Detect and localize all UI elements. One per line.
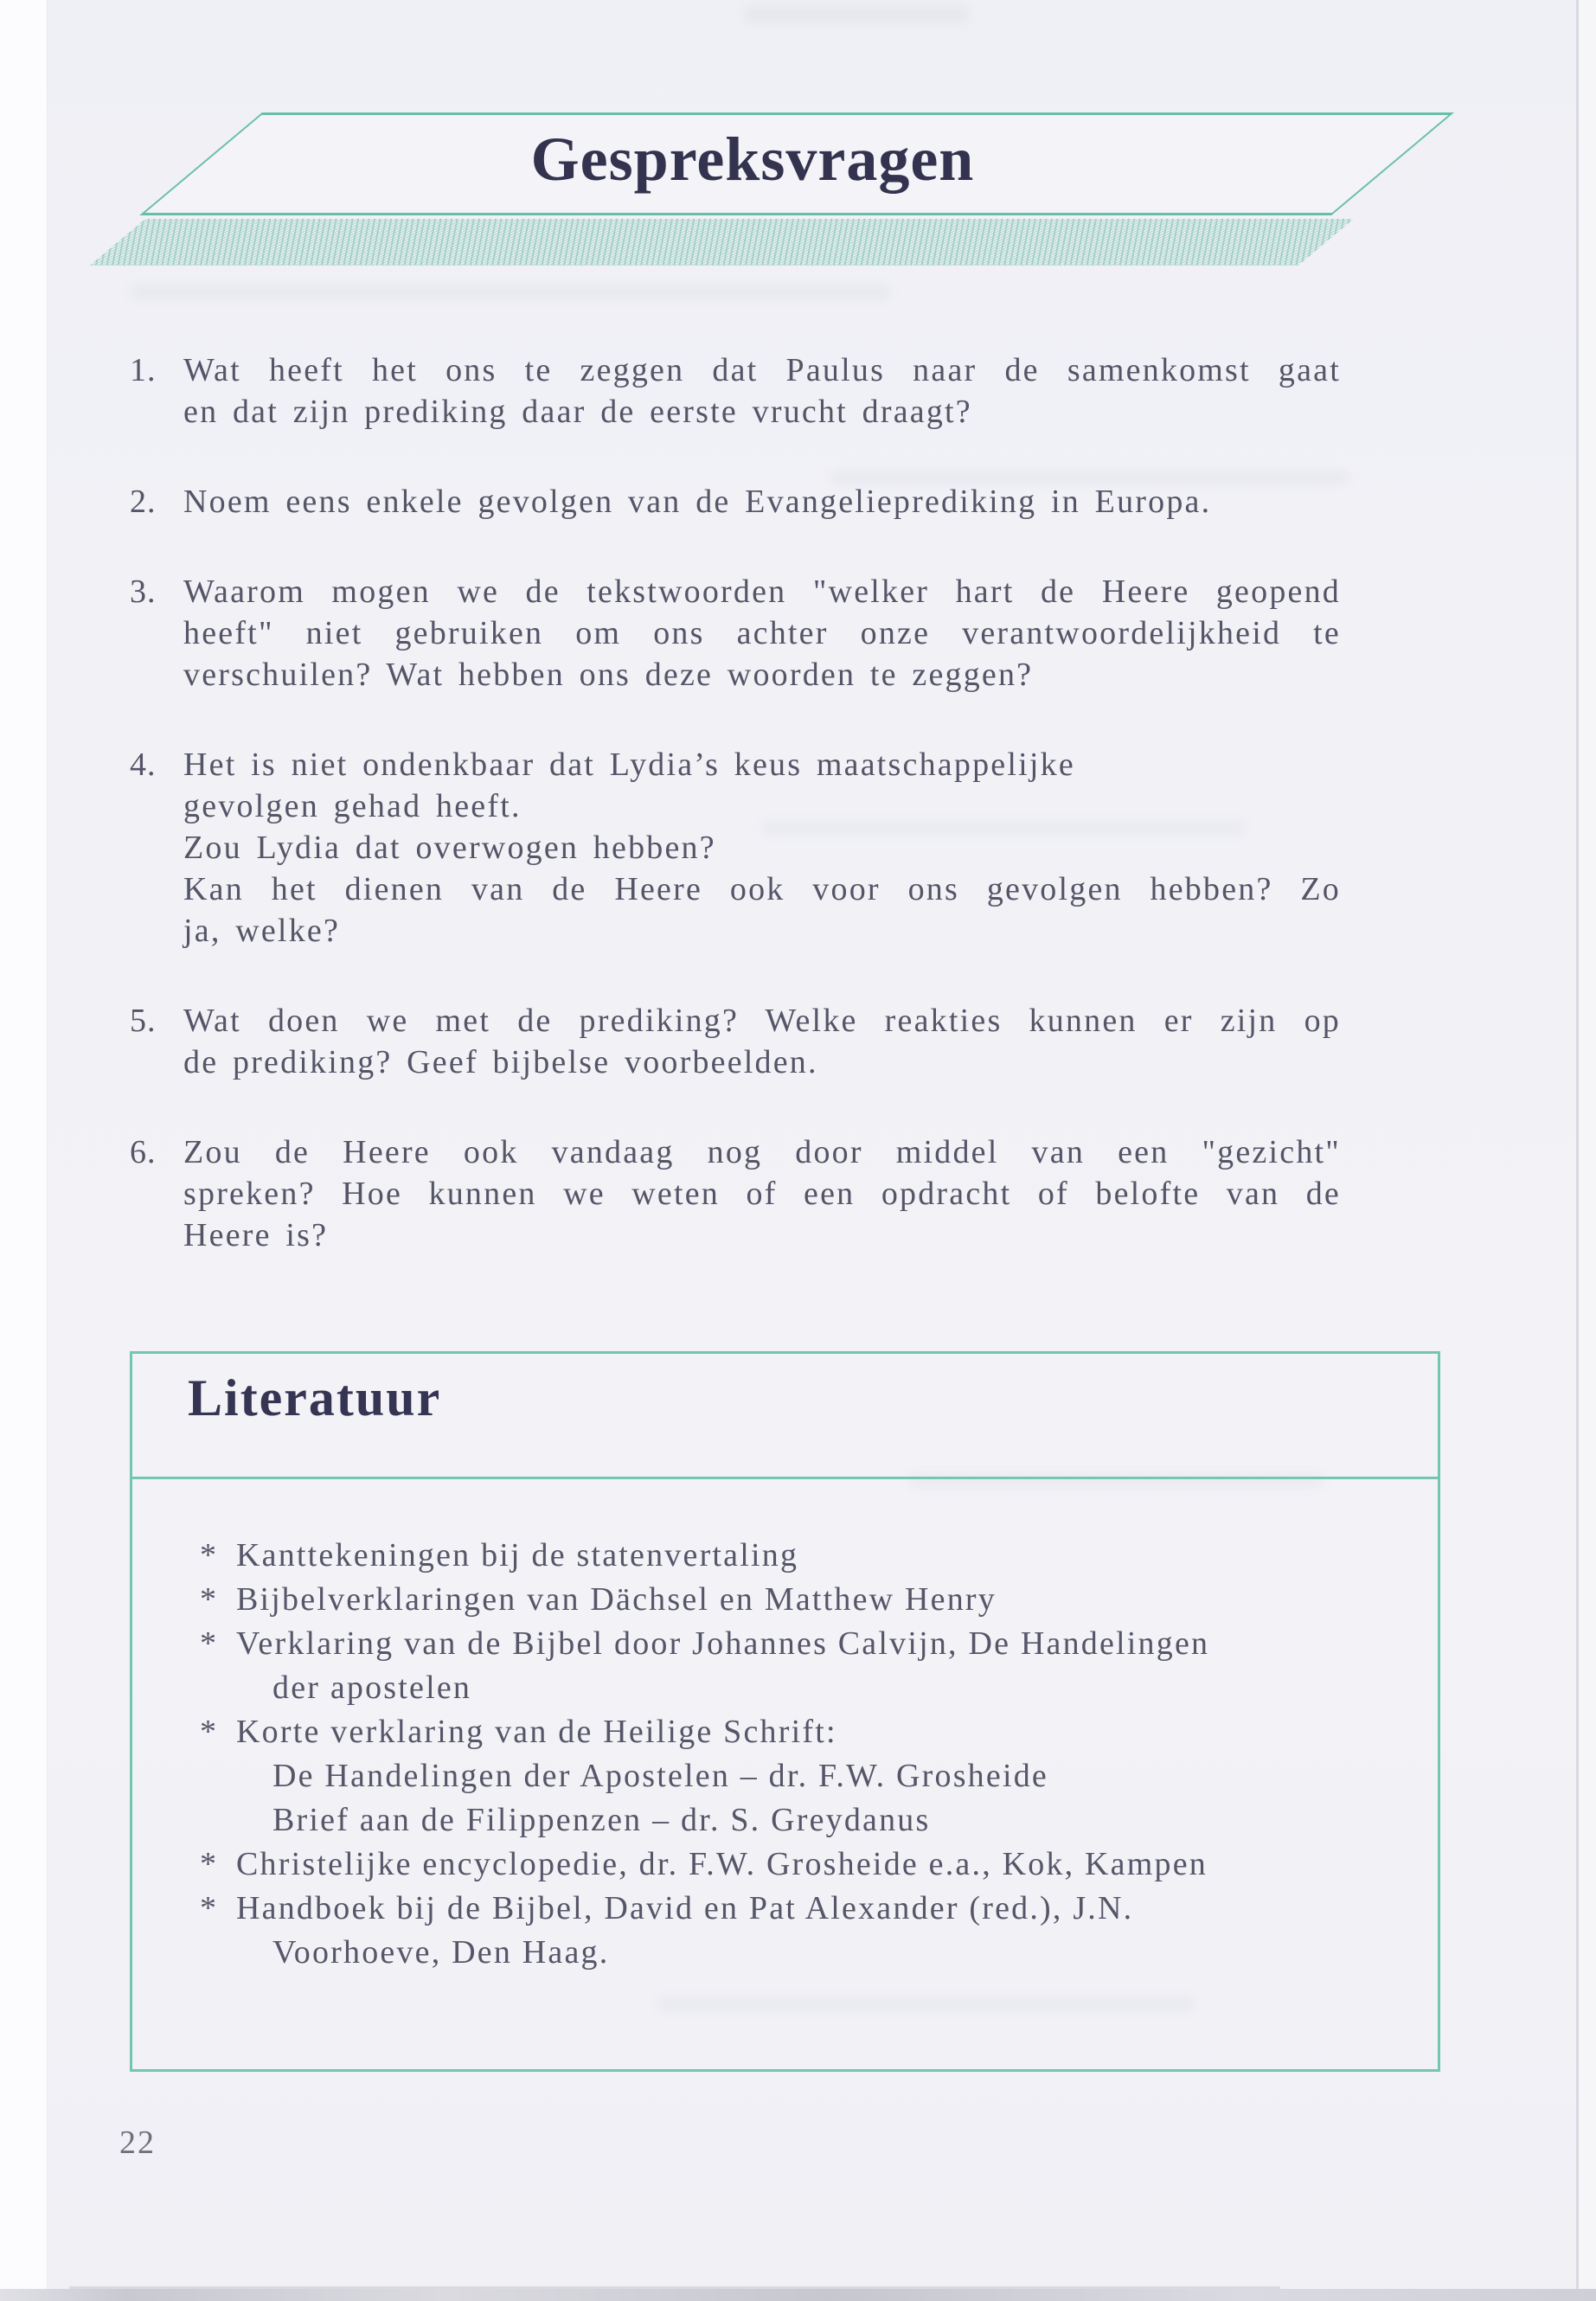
question-number: 4. <box>130 747 157 783</box>
question-line: ja, welke? <box>183 913 341 949</box>
question-number: 3. <box>130 574 157 610</box>
page-bottom-edge <box>0 2289 1596 2301</box>
question-text <box>183 481 1341 522</box>
page-right-edge <box>1576 0 1579 2301</box>
scan-left-margin <box>0 0 48 2301</box>
literature-item-text: Bijbelverklaringen van Dächsel en Matthew Henry <box>236 1581 997 1618</box>
literature-item <box>200 1754 1402 1798</box>
question-item <box>130 1131 1341 1256</box>
question-line: spreken? Hoe kunnen we weten of een opdracht of belofte van de <box>183 1176 1341 1212</box>
literature-item <box>200 1798 1402 1843</box>
literature-item <box>200 1622 1402 1666</box>
question-item <box>130 571 1341 695</box>
literature-item <box>200 1931 1402 1975</box>
literature-item <box>200 1534 1402 1578</box>
literature-item <box>200 1666 1402 1710</box>
bleed-through-artifact <box>744 5 969 24</box>
literature-item-text: Kanttekeningen bij de statenvertaling <box>236 1537 799 1574</box>
question-number: 5. <box>130 1003 157 1039</box>
asterisk-bullet: * <box>200 1714 219 1750</box>
literature-item <box>200 1887 1402 1931</box>
asterisk-bullet: * <box>200 1625 219 1662</box>
literature-header <box>132 1371 1438 1479</box>
question-item <box>130 349 1341 433</box>
question-text <box>183 571 1341 695</box>
literature-item-text: Verklaring van de Bijbel door Johannes Calvijn, De Handelingen <box>236 1625 1210 1662</box>
question-text <box>183 744 1341 952</box>
question-item <box>130 744 1341 952</box>
literature-box <box>130 1351 1440 2072</box>
literature-item-text: Handboek bij de Bijbel, David en Pat Alexander (red.), J.N. <box>236 1890 1134 1926</box>
literature-item-text: der apostelen <box>272 1670 472 1706</box>
question-text <box>183 349 1341 433</box>
question-text <box>183 1000 1341 1083</box>
question-line: Waarom mogen we de tekstwoorden "welker hart de Heere geopend <box>183 574 1341 610</box>
question-line: Zou de Heere ook vandaag nog door middel van een "gezicht" <box>183 1134 1341 1170</box>
question-line: Kan het dienen van de Heere ook voor ons gevolgen hebben? Zo <box>183 871 1341 907</box>
question-item <box>130 481 1341 522</box>
question-text <box>183 1131 1341 1256</box>
asterisk-bullet: * <box>200 1581 219 1618</box>
question-number: 2. <box>130 484 157 520</box>
question-line: gevolgen gehad heeft. <box>183 788 522 824</box>
questions-list <box>130 349 1341 1304</box>
question-line: Wat heeft het ons te zeggen dat Paulus naar de samenkomst gaat <box>183 352 1341 388</box>
question-line: Wat doen we met de prediking? Welke reakties kunnen er zijn op <box>183 1003 1341 1039</box>
asterisk-bullet: * <box>200 1890 219 1926</box>
literature-title: Literatuur <box>188 1369 442 1426</box>
literature-item <box>200 1843 1402 1887</box>
question-line: Heere is? <box>183 1217 329 1253</box>
question-line: verschuilen? Wat hebben ons deze woorden te zeggen? <box>183 657 1034 693</box>
page-number: 22 <box>119 2125 156 2161</box>
question-line: Het is niet ondenkbaar dat Lydia’s keus maatschappelijke <box>183 747 1075 783</box>
literature-item-text: Korte verklaring van de Heilige Schrift: <box>236 1714 837 1750</box>
question-line: en dat zijn prediking daar de eerste vrucht draagt? <box>183 394 972 430</box>
literature-item-text: Christelijke encyclopedie, dr. F.W. Grosheide e.a., Kok, Kampen <box>236 1846 1208 1882</box>
literature-item-text: Voorhoeve, Den Haag. <box>272 1934 610 1971</box>
question-number: 6. <box>130 1134 157 1170</box>
question-line: Noem eens enkele gevolgen van de Evangelieprediking in Europa. <box>183 484 1212 520</box>
literature-item-text: De Handelingen der Apostelen – dr. F.W. Grosheide <box>272 1758 1048 1794</box>
question-number: 1. <box>130 352 157 388</box>
asterisk-bullet: * <box>200 1846 219 1882</box>
question-line: heeft" niet gebruiken om ons achter onze verantwoordelijkheid te <box>183 615 1341 651</box>
literature-item <box>200 1710 1402 1754</box>
question-line: de prediking? Geef bijbelse voorbeelden. <box>183 1044 818 1080</box>
question-line: Zou Lydia dat overwogen hebben? <box>183 830 716 866</box>
bleed-through-artifact <box>130 285 891 299</box>
literature-list <box>200 1534 1402 1975</box>
literature-item-text: Brief aan de Filippenzen – dr. S. Greydanus <box>272 1802 931 1838</box>
scan-right-margin <box>1579 0 1596 2301</box>
asterisk-bullet: * <box>200 1537 219 1574</box>
banner-hatch-shadow <box>90 219 1354 266</box>
literature-item <box>200 1578 1402 1622</box>
question-item <box>130 1000 1341 1083</box>
section-title: Gespreksvragen <box>530 125 975 194</box>
